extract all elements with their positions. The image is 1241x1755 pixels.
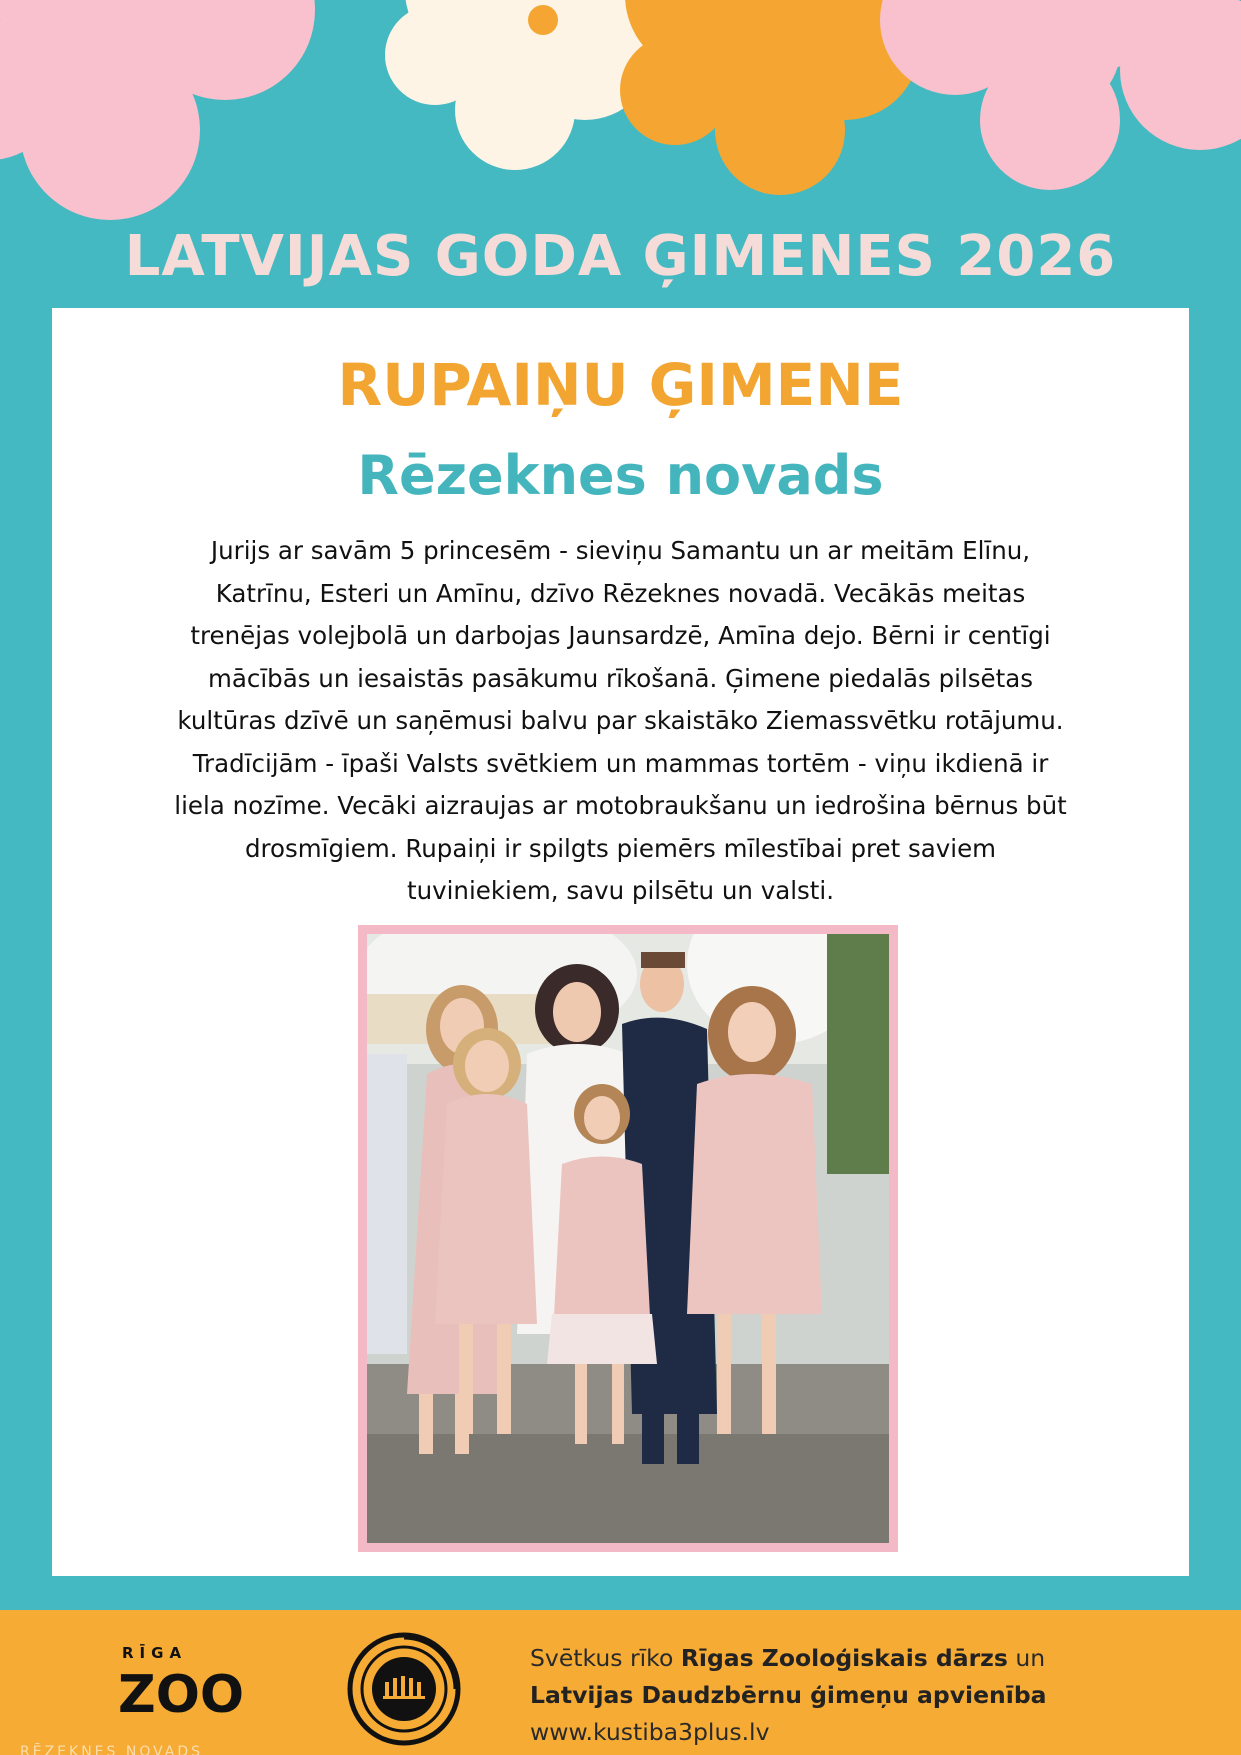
story-line: trenējas volejbolā un darbojas Jaunsardzē, Amīna dejo. Bērni ir centīgi xyxy=(190,621,1051,650)
association-logo-icon xyxy=(345,1630,463,1748)
pink-flower-right xyxy=(880,0,1241,190)
region-name: Rēzeknes novads xyxy=(357,444,884,507)
family-photo xyxy=(367,934,889,1543)
story-line: liela nozīme. Vecāki aizraujas ar motobraukšanu un iedrošina bērnus būt xyxy=(174,791,1067,820)
organizer-association: Latvijas Daudzbērnu ģimeņu apvienība xyxy=(530,1681,1047,1709)
story-line: Tradīcijām - īpaši Valsts svētkiem un mammas tortēm - viņu ikdienā ir xyxy=(192,748,1049,778)
family-photo-frame xyxy=(358,925,898,1552)
flower-decoration xyxy=(0,0,1241,230)
story-line: Jurijs ar savām 5 princesēm - sieviņu Samantu un ar meitām Elīnu, xyxy=(210,536,1031,565)
riga-label: RĪGA xyxy=(122,1644,188,1662)
website-link[interactable]: www.kustiba3plus.lv xyxy=(530,1718,770,1746)
cream-flower xyxy=(385,0,655,170)
page-title: LATVIJAS GODA ĢIMENES 2026 xyxy=(124,224,1117,289)
organizer-line-2 xyxy=(530,1677,1210,1714)
cut-off-footer-text: RĒZEKNES NOVADS xyxy=(20,1744,204,1755)
story-line: tuviniekiem, savu pilsētu un valsti. xyxy=(406,876,834,905)
story-line: mācībās un iesaistās pasākumu rīkošanā. Ģimene piedalās pilsētas xyxy=(208,663,1033,693)
organizer-text xyxy=(530,1640,1210,1751)
story-line: Katrīnu, Esteri un Amīnu, dzīvo Rēzeknes novadā. Vecākās meitas xyxy=(215,578,1026,608)
riga-zoo-logo xyxy=(118,1644,283,1726)
story-line: kultūras dzīvē un saņēmusi balvu par skaistāko Ziemassvētku rotājumu. xyxy=(177,706,1064,735)
story-line: drosmīgiem. Rupaiņi ir spilgts piemērs mīlestībai pret saviem xyxy=(244,833,997,863)
family-name: RUPAIŅU ĢIMENE xyxy=(337,351,904,419)
family-story xyxy=(107,530,1134,913)
family-card xyxy=(52,308,1189,1576)
organizer-zoo: Rīgas Zooloģiskais dārzs xyxy=(680,1644,1008,1672)
orange-flower xyxy=(620,0,920,195)
footer-bar xyxy=(0,1610,1241,1755)
organizer-line-1: Svētkus rīko Rīgas Zooloģiskais dārzs un xyxy=(530,1644,1046,1672)
zoo-label: ZOO xyxy=(118,1665,245,1725)
pink-flower-left xyxy=(0,0,315,220)
cream-flower-center xyxy=(528,5,558,35)
